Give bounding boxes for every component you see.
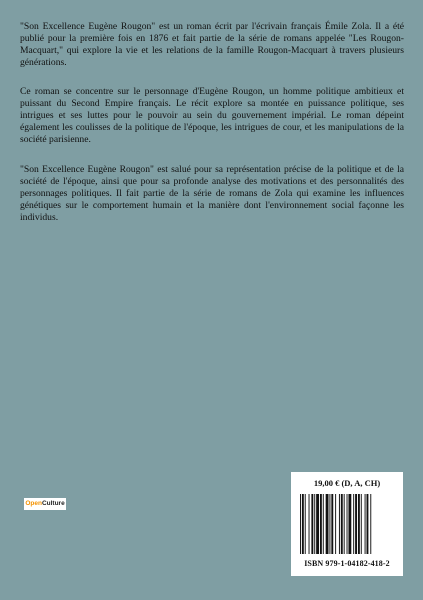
logo-text-open: Open xyxy=(25,500,42,507)
synopsis-paragraph-2: Ce roman se concentre sur le personnage d'Eugène Rougon, un homme politique ambitieux et puissant du Second Empire français. Le récit explore sa montée en puissance politique, ses intrigues et ses luttes pour le pouvoir au sein du gouvernement impérial. Le roman dépeint également les coulisses de la politique de l'époque, les intrigues de cour, et les manipulations de la société parisienne. xyxy=(20,86,404,146)
price-label: 19,00 € (D, A, CH) xyxy=(313,478,381,488)
barcode-bar xyxy=(348,494,351,554)
barcode-bar xyxy=(335,494,336,554)
barcode-bar xyxy=(311,494,313,554)
barcode xyxy=(299,494,395,554)
logo-text-culture: Culture xyxy=(41,500,65,507)
barcode-bar xyxy=(339,494,340,554)
barcode-bar xyxy=(367,494,369,554)
barcode-bar xyxy=(329,494,330,554)
barcode-bar xyxy=(331,494,333,554)
barcode-bar xyxy=(309,494,310,554)
barcode-bar xyxy=(341,494,343,554)
barcode-bar xyxy=(323,494,324,554)
barcode-bar xyxy=(370,494,371,554)
barcode-bar xyxy=(361,494,362,554)
barcode-bar xyxy=(305,494,306,554)
barcode-bar xyxy=(353,494,354,554)
barcode-bar xyxy=(316,494,319,554)
barcode-bar xyxy=(365,494,366,554)
barcode-bar xyxy=(314,494,315,554)
barcode-bar xyxy=(320,494,322,554)
barcode-bar xyxy=(347,494,348,554)
synopsis-paragraph-1: "Son Excellence Eugène Rougon" est un roman écrit par l'écrivain français Émile Zola. Il a été publié pour la première fois en 1876 et fait partie de la série de romans appelée "Les Rougon-Macquart," qui explore la vie et les relations de la famille Rougon-Macquart à travers plusieurs générations. xyxy=(20,21,404,69)
synopsis-paragraph-3: "Son Excellence Eugène Rougon" est salué pour sa représentation précise de la politique et de la société de l'époque, ainsi que pour sa profonde analyse des motivations et des personnalités des personnages politiques. Il fait partie de la série de romans de Zola qui examine les influences génétiques sur le comportement humain et la manière dont l'environnement social façonne les individus. xyxy=(20,164,404,224)
barcode-bar xyxy=(355,494,357,554)
publisher-logo xyxy=(24,498,66,510)
barcode-bar xyxy=(300,494,301,554)
barcode-bar xyxy=(302,494,304,554)
barcode-bar xyxy=(358,494,360,554)
barcode-bar xyxy=(344,494,345,554)
barcode-bar xyxy=(326,494,329,554)
isbn-label: ISBN 979-1-04182-418-2 xyxy=(304,559,390,568)
price-barcode-box xyxy=(291,472,403,576)
